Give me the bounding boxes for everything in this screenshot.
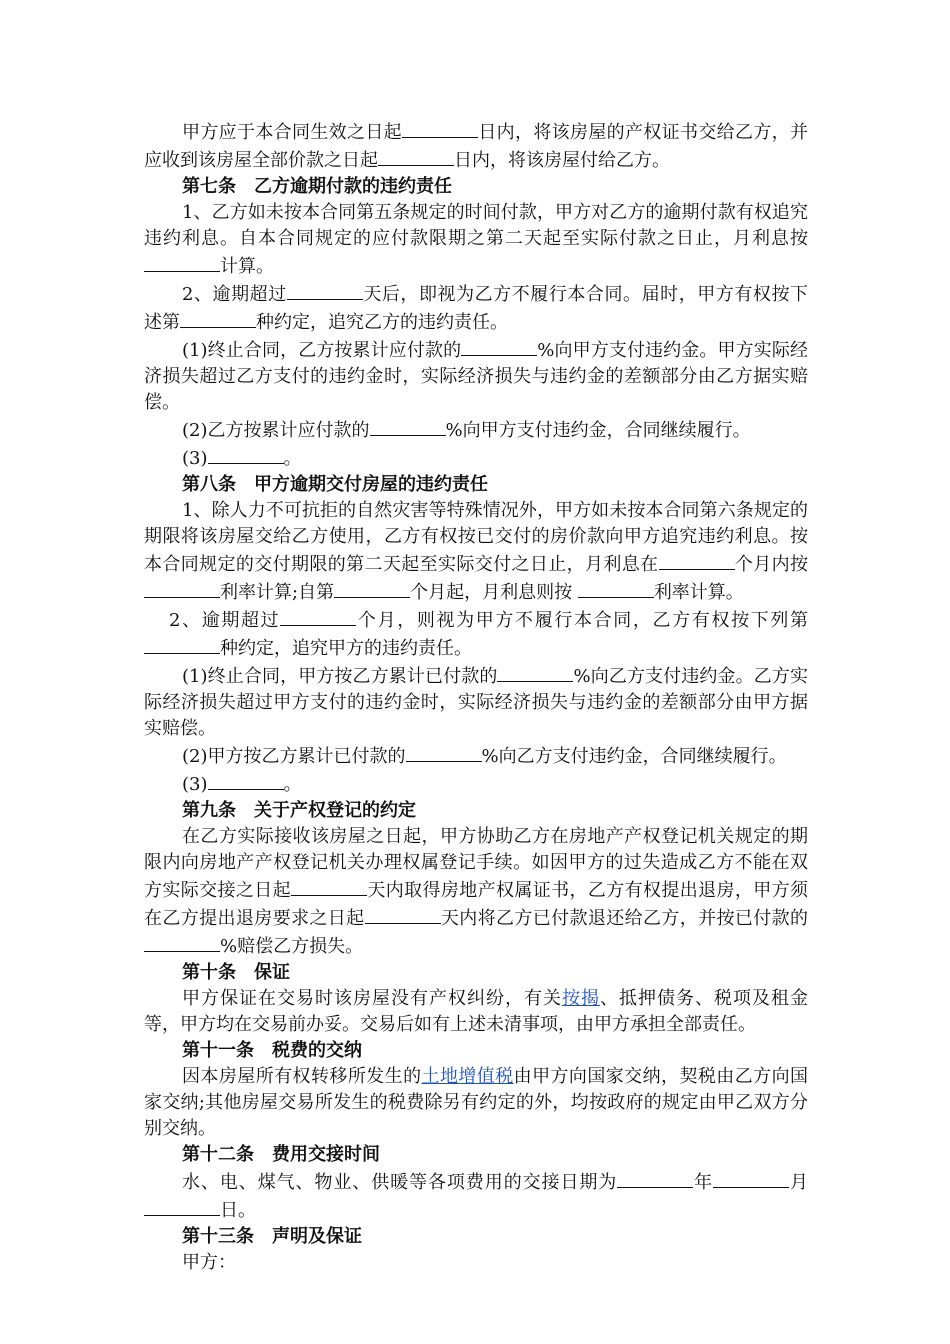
fill-blank[interactable] bbox=[144, 578, 220, 598]
fill-blank[interactable] bbox=[208, 444, 284, 464]
article-number: 第九条 bbox=[182, 800, 236, 821]
paragraph: 2、逾期超过 天后，即视为乙方不履行本合同。届时，甲方有权按下述第 种约定，追究乙方的违约责任。 bbox=[144, 280, 808, 336]
fill-blank[interactable] bbox=[378, 146, 454, 166]
article-13-heading bbox=[144, 1224, 808, 1250]
article-number: 第七条 bbox=[182, 176, 236, 197]
paragraph: 因本房屋所有权转移所发生的土地增值税由甲方向国家交纳，契税由乙方向国家交纳;其他房屋交易所发生的税费除另有约定的外，均按政府的规定由甲乙双方分别交纳。 bbox=[144, 1066, 809, 1139]
article-title: 乙方逾期付款的违约责任 bbox=[254, 176, 452, 197]
fill-blank[interactable] bbox=[617, 1168, 693, 1188]
article-8-heading bbox=[144, 472, 808, 498]
paragraph: 1、除人力不可抗拒的自然灾害等特殊情况外，甲方如未按本合同第六条规定的期限将该房屋交给乙方使用，乙方有权按已交付的房价款向甲方追究违约利息。按本合同规定的交付期限的第二天起至实际交付之日止，月利息在 个月内按利率计算;自第 个月起，月利息则按 利率计算。 bbox=[144, 500, 808, 603]
article-title: 甲方逾期交付房屋的违约责任 bbox=[254, 474, 488, 495]
paragraph: (2)乙方按累计应付款的 %向甲方支付违约金，合同继续履行。 bbox=[144, 416, 808, 444]
paragraph: 水、电、煤气、物业、供暖等各项费用的交接日期为 年 月日。 bbox=[144, 1168, 808, 1224]
article-12-heading bbox=[144, 1142, 808, 1168]
paragraph: 甲方应于本合同生效之日起 日内，将该房屋的产权证书交给乙方，并应收到该房屋全部价款之日起 日内，将该房屋付给乙方。 bbox=[144, 118, 808, 174]
fill-blank[interactable] bbox=[208, 770, 284, 790]
fill-blank[interactable] bbox=[461, 336, 537, 356]
paragraph: 1、乙方如未按本合同第五条规定的时间付款，甲方对乙方的逾期付款有权追究违约利息。自本合同规定的应付款限期之第二天起至实际付款之日止，月利息按计算。 bbox=[144, 202, 808, 277]
paragraph: (3) 。 bbox=[144, 444, 808, 472]
fill-blank[interactable] bbox=[713, 1168, 789, 1188]
contract-page bbox=[144, 118, 808, 1276]
fill-blank[interactable] bbox=[180, 308, 256, 328]
article-11-heading bbox=[144, 1038, 808, 1064]
fill-blank[interactable] bbox=[144, 932, 220, 952]
paragraph: (1)终止合同，甲方按乙方累计已付款的 %向乙方支付违约金。乙方实际经济损失超过甲方支付的违约金时，实际经济损失与违约金的差额部分由甲方据实赔偿。 bbox=[144, 662, 808, 742]
land-tax-link[interactable]: 土地增值税 bbox=[421, 1066, 514, 1087]
article-number: 第十三条 bbox=[182, 1226, 254, 1247]
article-title: 税费的交纳 bbox=[272, 1040, 362, 1061]
fill-blank[interactable] bbox=[144, 634, 220, 654]
paragraph: (2)甲方按乙方累计已付款的 %向乙方支付违约金，合同继续履行。 bbox=[144, 742, 808, 770]
article-9-heading bbox=[144, 798, 808, 824]
paragraph: (3) 。 bbox=[144, 770, 808, 798]
fill-blank[interactable] bbox=[659, 550, 735, 570]
fill-blank[interactable] bbox=[291, 876, 367, 896]
article-title: 费用交接时间 bbox=[272, 1144, 380, 1165]
fill-blank[interactable] bbox=[280, 606, 356, 626]
fill-blank[interactable] bbox=[144, 252, 220, 272]
fill-blank[interactable] bbox=[334, 578, 410, 598]
fill-blank[interactable] bbox=[365, 904, 441, 924]
article-number: 第十一条 bbox=[182, 1040, 254, 1061]
article-10-heading bbox=[144, 960, 808, 986]
fill-blank[interactable] bbox=[578, 578, 654, 598]
party-a-label: 甲方： bbox=[182, 1252, 236, 1273]
article-title: 声明及保证 bbox=[272, 1226, 362, 1247]
fill-blank[interactable] bbox=[370, 416, 446, 436]
article-7-heading bbox=[144, 174, 808, 200]
article-number: 第十条 bbox=[182, 962, 236, 983]
article-number: 第八条 bbox=[182, 474, 236, 495]
fill-blank[interactable] bbox=[287, 280, 363, 300]
article-title: 关于产权登记的约定 bbox=[254, 800, 416, 821]
paragraph: 甲方保证在交易时该房屋没有产权纠纷，有关按揭、抵押债务、税项及租金等，甲方均在交易前办妥。交易后如有上述未清事项，由甲方承担全部责任。 bbox=[144, 988, 808, 1035]
article-number: 第十二条 bbox=[182, 1144, 254, 1165]
paragraph: 在乙方实际接收该房屋之日起，甲方协助乙方在房地产产权登记机关规定的期限内向房地产产权登记机关办理权属登记手续。如因甲方的过失造成乙方不能在双方实际交接之日起 天内取得房地产权属证书，乙方有权提出退房，甲方须在乙方提出退房要求之日起 天内将乙方已付款退还给乙方，并按已付款的%赔偿乙方损失。 bbox=[144, 826, 808, 957]
fill-blank[interactable] bbox=[406, 742, 482, 762]
paragraph: 2、逾期超过 个月，则视为甲方不履行本合同，乙方有权按下列第种约定，追究甲方的违约责任。 bbox=[144, 606, 808, 662]
mortgage-link[interactable]: 按揭 bbox=[562, 988, 600, 1009]
fill-blank[interactable] bbox=[402, 118, 478, 138]
fill-blank[interactable] bbox=[144, 1196, 220, 1216]
fill-blank[interactable] bbox=[497, 662, 573, 682]
article-title: 保证 bbox=[254, 962, 290, 983]
paragraph: (1)终止合同，乙方按累计应付款的 %向甲方支付违约金。甲方实际经济损失超过乙方支付的违约金时，实际经济损失与违约金的差额部分由乙方据实赔偿。 bbox=[144, 336, 808, 416]
